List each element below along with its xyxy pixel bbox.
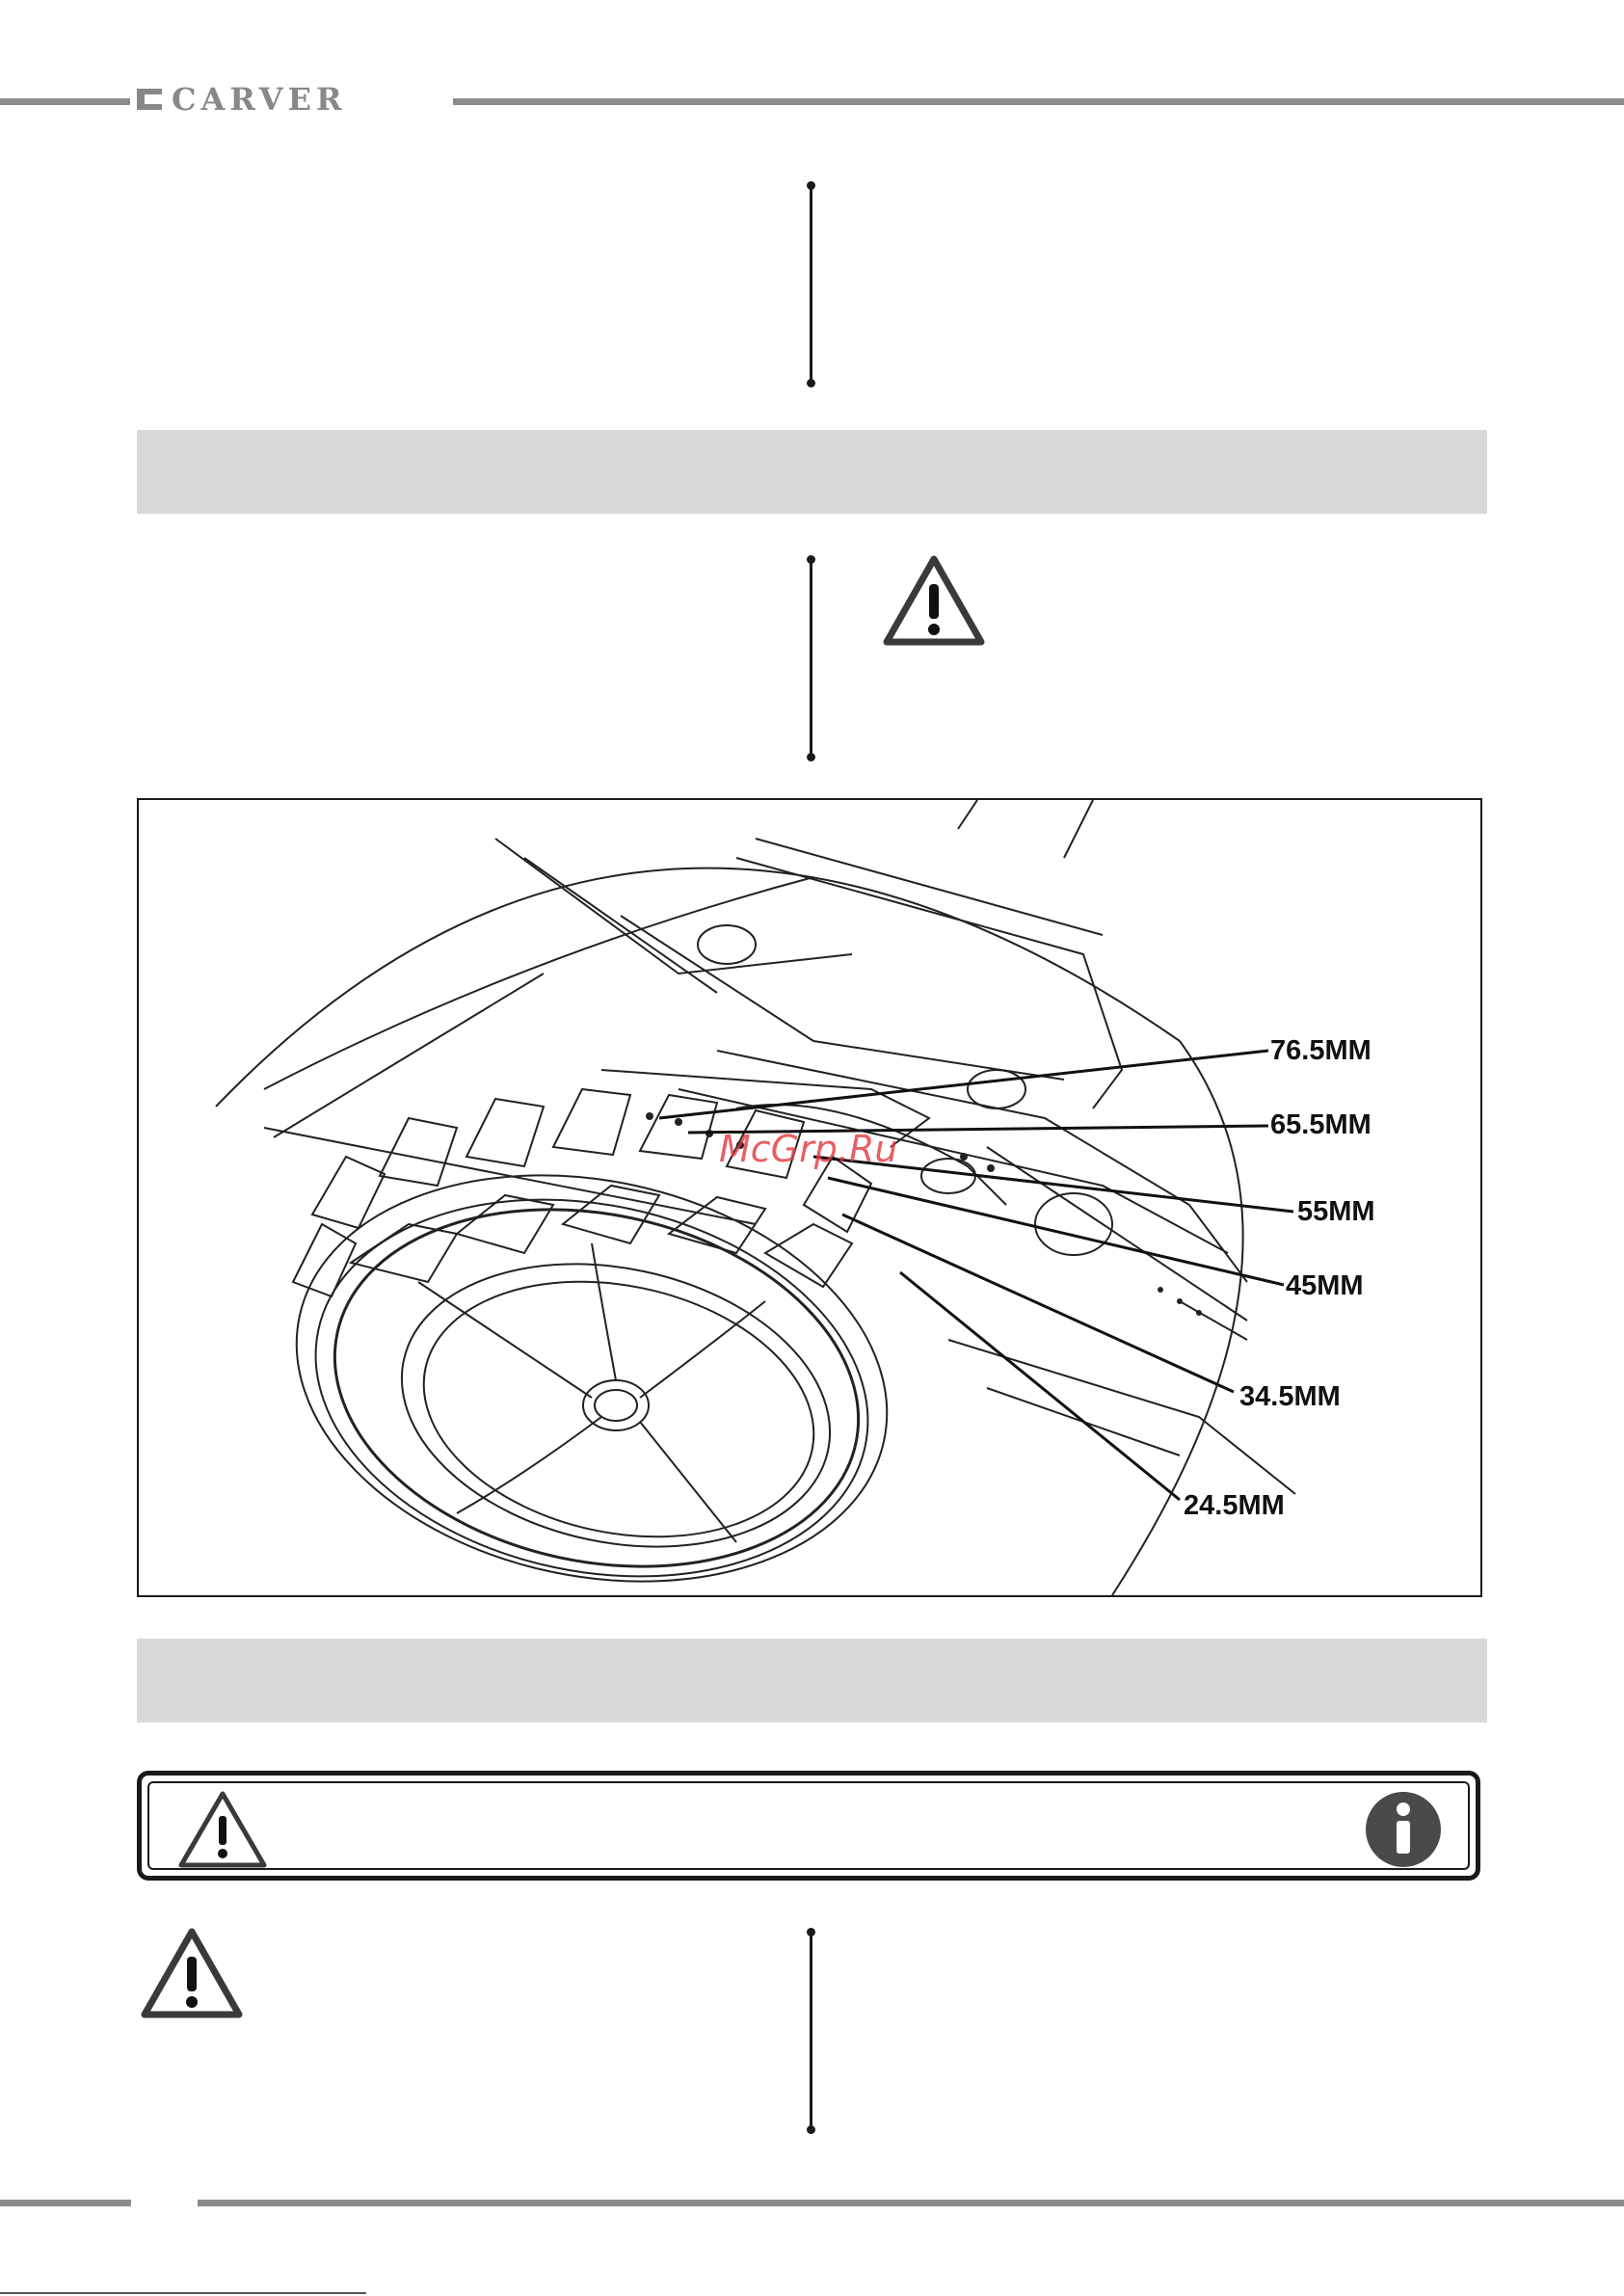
callout-34-5mm: 34.5MM <box>1239 1381 1341 1412</box>
callout-65-5mm: 65.5MM <box>1270 1109 1371 1140</box>
brand-name: CARVER <box>172 81 347 118</box>
warning-triangle-icon <box>176 1789 269 1872</box>
callout-45mm: 45MM <box>1286 1270 1364 1301</box>
header-rule-right <box>453 98 1624 105</box>
column-divider-2 <box>810 559 812 758</box>
column-divider-3 <box>810 1932 812 2130</box>
footer-thin-rule <box>0 2292 366 2294</box>
callout-55mm: 55MM <box>1297 1196 1375 1227</box>
info-circle-icon <box>1364 1790 1443 1869</box>
warning-triangle-icon <box>881 553 987 650</box>
watermark-text: McGrp.Ru <box>719 1128 898 1170</box>
notice-box-inner <box>147 1781 1470 1870</box>
notice-box <box>137 1771 1480 1881</box>
callout-24-5mm: 24.5MM <box>1184 1490 1285 1521</box>
column-divider-1 <box>810 185 812 384</box>
section-header-band-2 <box>137 1639 1487 1722</box>
footer-rule-left <box>0 2200 131 2206</box>
footer-rule-right <box>198 2200 1624 2206</box>
warning-triangle-icon <box>139 1926 245 2022</box>
mower-wheel-drawing <box>139 800 1480 1595</box>
header-rule-left <box>0 98 130 105</box>
callout-76-5mm: 76.5MM <box>1270 1035 1371 1066</box>
carver-logo-mark-icon <box>135 87 164 112</box>
brand-logo <box>135 81 347 118</box>
section-header-band-1 <box>137 430 1487 514</box>
wheel-height-figure <box>137 798 1482 1597</box>
